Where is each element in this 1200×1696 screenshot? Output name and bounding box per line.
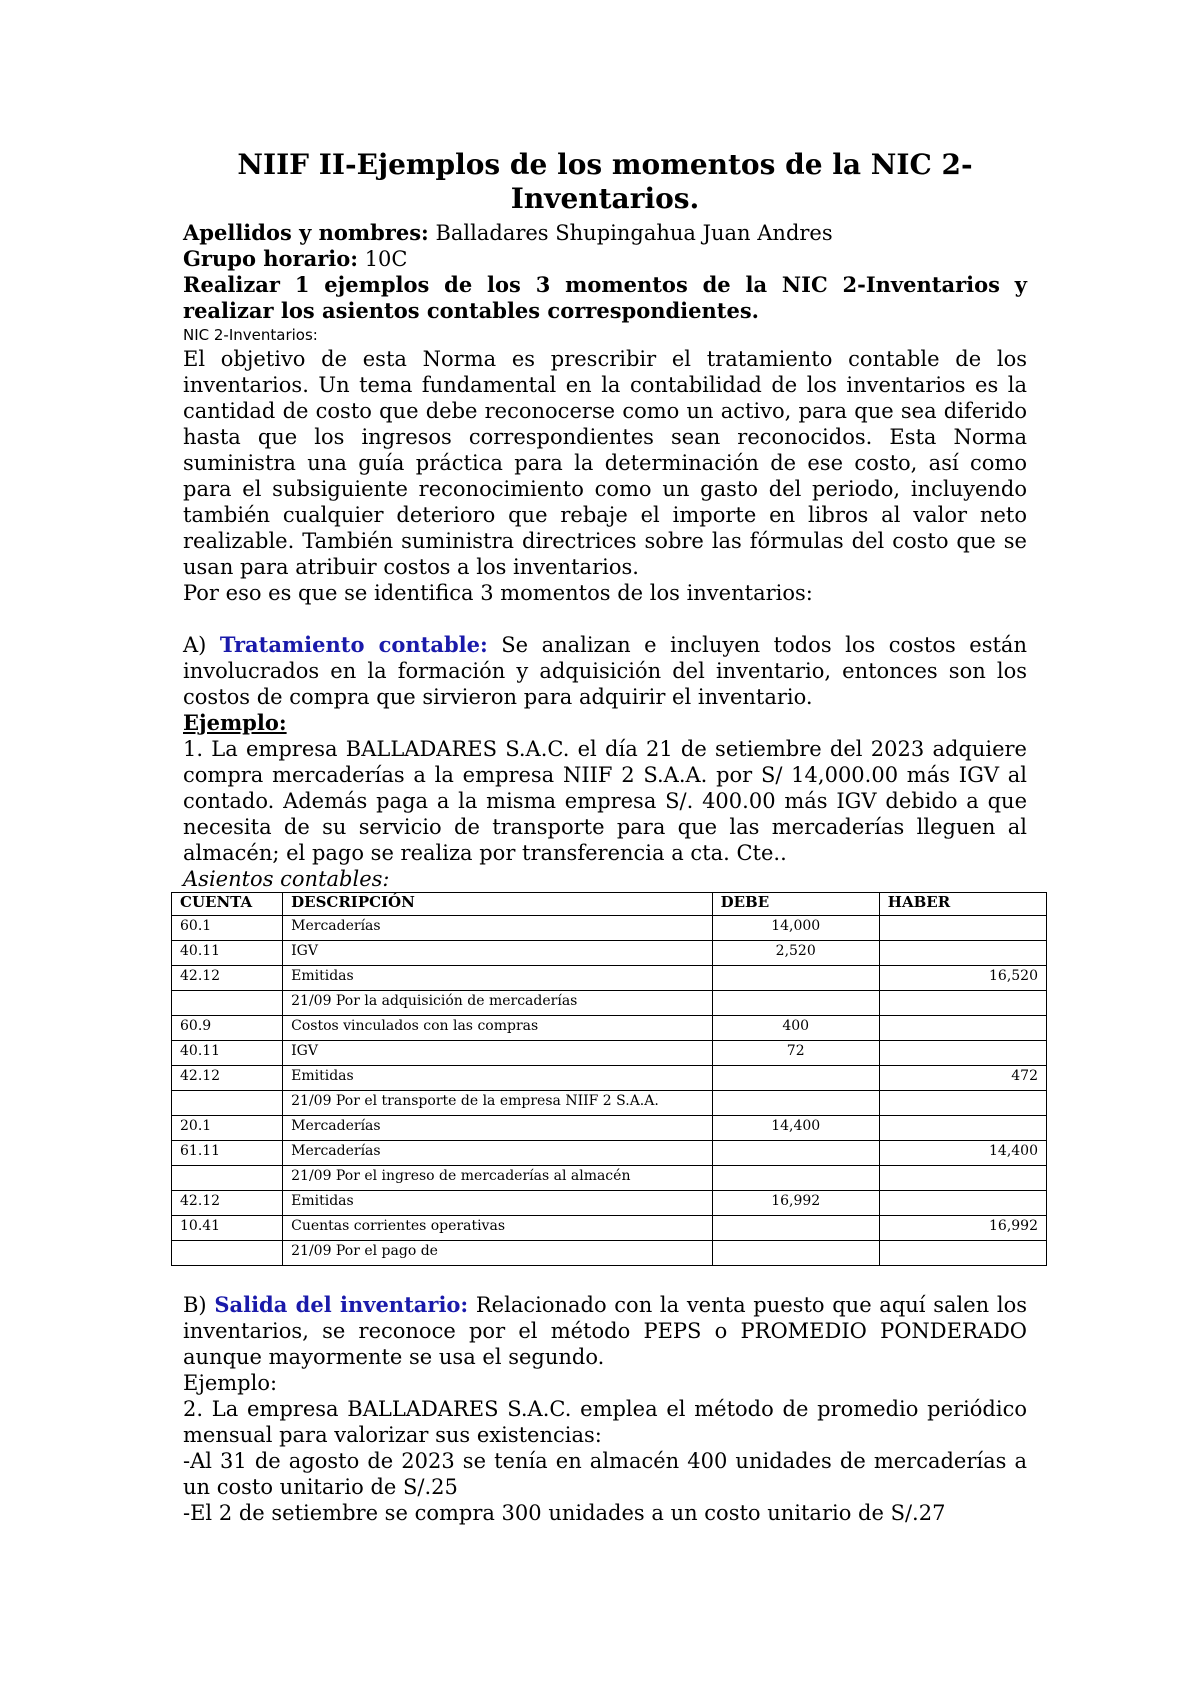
cell-descripcion: Mercaderías (283, 1116, 712, 1141)
ledger-row (172, 1091, 1047, 1116)
ledger-row (172, 1141, 1047, 1166)
cell-debe (712, 1216, 879, 1241)
cell-cuenta: 42.12 (172, 966, 283, 991)
cell-debe (712, 1166, 879, 1191)
cell-haber (879, 1191, 1046, 1216)
ledger-row (172, 1241, 1047, 1266)
task-statement: Realizar 1 ejemplos de los 3 momentos de la NIC 2-Inventarios y realizar los asientos contables correspondientes. (183, 272, 1027, 323)
cell-haber (879, 1016, 1046, 1041)
cell-descripcion: 21/09 Por el pago de (283, 1241, 712, 1266)
cell-descripcion: IGV (283, 941, 712, 966)
cell-cuenta: 42.12 (172, 1066, 283, 1091)
cell-debe: 14,400 (712, 1116, 879, 1141)
cell-cuenta (172, 991, 283, 1016)
field-name (183, 220, 1027, 246)
cell-debe (712, 991, 879, 1016)
spacer (183, 606, 1027, 632)
ledger-row (172, 1191, 1047, 1216)
cell-descripcion: Emitidas (283, 1191, 712, 1216)
section-a-text: Se analizan e incluyen todos los costos están involucrados en la formación y adquisición del inventario, entonces son los costos de compra que sirvieron para adquirir el inventario. (183, 633, 1027, 709)
cell-debe (712, 1091, 879, 1116)
section-a-example-text: 1. La empresa BALLADARES S.A.C. el día 21 de setiembre del 2023 adquiere compra mercaderías a la empresa NIIF 2 S.A.A. por S/ 14,000.00 más IGV al contado. Además paga a la misma empresa S/. 400.00 más IGV debido a que necesita de su servicio de transporte para que las mercaderías lleguen al almacén; el pago se realiza por transferencia a cta. Cte.. (183, 737, 1027, 865)
cell-debe: 16,992 (712, 1191, 879, 1216)
cell-haber (879, 916, 1046, 941)
cell-debe (712, 1141, 879, 1166)
section-a-example-label: Ejemplo: (183, 710, 287, 735)
cell-cuenta (172, 1166, 283, 1191)
cell-haber (879, 991, 1046, 1016)
intro-close: Por eso es que se identifica 3 momentos de los inventarios: (183, 581, 813, 605)
cell-descripcion: 21/09 Por el ingreso de mercaderías al almacén (283, 1166, 712, 1191)
ledger-table (171, 892, 1047, 1266)
section-b-text: Relacionado con la venta puesto que aquí salen los inventarios, se reconoce por el método PEPS o PROMEDIO PONDERADO aunque mayormente se usa el segundo. (183, 1293, 1027, 1369)
section-a-prefix: A) (183, 633, 220, 657)
cell-cuenta: 10.41 (172, 1216, 283, 1241)
cell-haber (879, 1091, 1046, 1116)
cell-cuenta: 60.1 (172, 916, 283, 941)
section-a (183, 632, 1027, 710)
cell-debe (712, 1066, 879, 1091)
section-b-line-1: -Al 31 de agosto de 2023 se tenía en almacén 400 unidades de mercaderías a un costo unitario de S/.25 (183, 1449, 1027, 1499)
cell-cuenta: 42.12 (172, 1191, 283, 1216)
ledger-body (172, 916, 1047, 1266)
cell-haber: 16,520 (879, 966, 1046, 991)
cell-descripcion: Emitidas (283, 966, 712, 991)
cell-cuenta (172, 1241, 283, 1266)
ledger-header-row (172, 893, 1047, 916)
ledger-row (172, 1116, 1047, 1141)
section-a-title: Tratamiento contable: (219, 632, 488, 657)
header-descripcion: DESCRIPCIÓN (283, 893, 712, 916)
cell-haber: 472 (879, 1066, 1046, 1091)
section-b-title: Salida del inventario: (214, 1292, 469, 1317)
ledger-row (172, 1066, 1047, 1091)
cell-descripcion: Emitidas (283, 1066, 712, 1091)
entries-label: Asientos contables: (183, 867, 390, 891)
cell-cuenta: 20.1 (172, 1116, 283, 1141)
cell-descripcion: Costos vinculados con las compras (283, 1016, 712, 1041)
section-b-prefix: B) (183, 1293, 215, 1317)
ledger-row (172, 941, 1047, 966)
section-b-example-text: 2. La empresa BALLADARES S.A.C. emplea el método de promedio periódico mensual para valorizar sus existencias: (183, 1397, 1027, 1447)
cell-haber: 16,992 (879, 1216, 1046, 1241)
cell-descripcion: 21/09 Por la adquisición de mercaderías (283, 991, 712, 1016)
cell-cuenta: 60.9 (172, 1016, 283, 1041)
field-group-value: 10C (358, 247, 408, 271)
cell-descripcion: Mercaderías (283, 916, 712, 941)
cell-haber (879, 1166, 1046, 1191)
cell-cuenta: 40.11 (172, 1041, 283, 1066)
title-line-2: Inventarios. (510, 182, 700, 215)
cell-debe: 400 (712, 1016, 879, 1041)
cell-haber: 14,400 (879, 1141, 1046, 1166)
cell-debe (712, 1241, 879, 1266)
cell-cuenta: 61.11 (172, 1141, 283, 1166)
ledger-row (172, 991, 1047, 1016)
header-cuenta: CUENTA (172, 893, 283, 916)
section-b-example-label: Ejemplo: (183, 1371, 278, 1395)
cell-haber (879, 941, 1046, 966)
cell-descripcion: Mercaderías (283, 1141, 712, 1166)
cell-haber (879, 1041, 1046, 1066)
field-group-label: Grupo horario: (183, 246, 359, 271)
header-haber: HABER (879, 893, 1046, 916)
title-line-1: NIIF II-Ejemplos de los momentos de la NIC 2- (237, 148, 973, 181)
field-name-value: Balladares Shupingahua Juan Andres (428, 221, 833, 245)
cell-debe: 2,520 (712, 941, 879, 966)
cell-debe: 72 (712, 1041, 879, 1066)
field-group (183, 246, 1027, 272)
cell-cuenta (172, 1091, 283, 1116)
document-title (183, 148, 1027, 216)
cell-haber (879, 1116, 1046, 1141)
cell-descripcion: IGV (283, 1041, 712, 1066)
cell-haber (879, 1241, 1046, 1266)
cell-descripcion: 21/09 Por el transporte de la empresa NIIF 2 S.A.A. (283, 1091, 712, 1116)
intro-paragraph: El objetivo de esta Norma es prescribir el tratamiento contable de los inventarios. Un tema fundamental en la contabilidad de los inventarios es la cantidad de costo que debe reconocerse como un activo, para que sea diferido hasta que los ingresos correspondientes sean reconocidos. Esta Norma suministra una guía práctica para la determinación de ese costo, así como para el subsiguiente reconocimiento como un gasto del periodo, incluyendo también cualquier deterioro que rebaje el importe en libros al valor neto realizable. También suministra directrices sobre las fórmulas del costo que se usan para atribuir costos a los inventarios. (183, 347, 1027, 579)
cell-debe (712, 966, 879, 991)
cell-descripcion: Cuentas corrientes operativas (283, 1216, 712, 1241)
ledger-row (172, 1216, 1047, 1241)
ledger-row (172, 1041, 1047, 1066)
section-b (183, 1292, 1027, 1370)
ledger-row (172, 966, 1047, 991)
field-name-label: Apellidos y nombres: (183, 220, 429, 245)
cell-debe: 14,000 (712, 916, 879, 941)
cell-cuenta: 40.11 (172, 941, 283, 966)
ledger-row (172, 1166, 1047, 1191)
ledger-row (172, 916, 1047, 941)
ledger-row (172, 1016, 1047, 1041)
document-content (180, 148, 1038, 1526)
header-debe: DEBE (712, 893, 879, 916)
section-b-line-2: -El 2 de setiembre se compra 300 unidades a un costo unitario de S/.27 (183, 1501, 946, 1525)
nic-label: NIC 2-Inventarios: (183, 326, 318, 344)
